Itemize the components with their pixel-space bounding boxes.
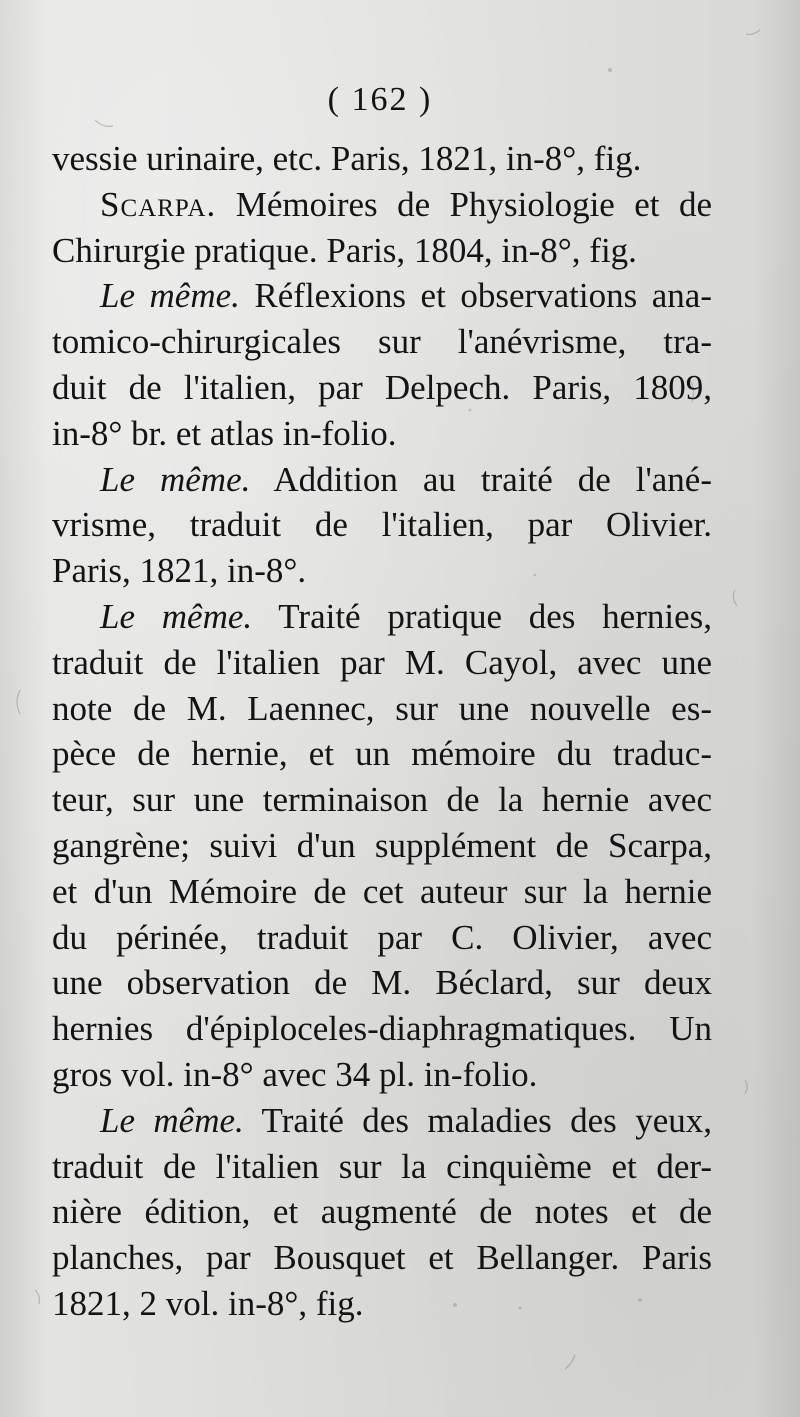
line-text: traduit de l'italien sur la cinquième et der-: [52, 1146, 712, 1186]
text-line: [52, 182, 712, 228]
line-text: duit de l'italien, par Delpech. Paris, 1809,: [52, 367, 712, 407]
text-line: [52, 1235, 712, 1281]
text-line: [52, 273, 712, 319]
line-text: tomico-chirurgicales sur l'anévrisme, tra-: [52, 322, 712, 362]
text-line: [52, 731, 712, 777]
text-line: [52, 228, 712, 274]
text-line: [52, 640, 712, 686]
entry-label: Le même.: [100, 459, 251, 499]
line-text: traduit de l'italien par M. Cayol, avec une: [52, 642, 712, 682]
text-line: [52, 960, 712, 1006]
text-line: [52, 457, 712, 503]
line-text: du périnée, traduit par C. Olivier, avec: [52, 917, 712, 957]
line-text: teur, sur une terminaison de la hernie avec: [52, 780, 712, 820]
entry-label: Scarpa.: [100, 184, 217, 224]
line-text: Chirurgie pratique. Paris, 1804, in-8°, fig.: [52, 230, 637, 270]
line-text: Addition au traité de l'ané-: [250, 459, 712, 499]
text-line: [52, 869, 712, 915]
line-text: et d'un Mémoire de cet auteur sur la hernie: [52, 871, 712, 911]
line-text: Traité pratique des hernies,: [252, 596, 712, 636]
entry-label: Le même.: [100, 1100, 244, 1140]
text-line: [52, 1189, 712, 1235]
line-text: 1821, 2 vol. in-8°, fig.: [52, 1283, 364, 1323]
text-line: [52, 686, 712, 732]
text-line: [52, 502, 712, 548]
line-text: vessie urinaire, etc. Paris, 1821, in-8°, fig.: [52, 139, 642, 178]
line-text: in-8° br. et atlas in-folio.: [52, 413, 397, 453]
entry-label: Le même.: [100, 276, 240, 316]
line-text: nière édition, et augmenté de notes et de: [52, 1192, 712, 1232]
line-text: Mémoires de Physiologie et de: [216, 184, 712, 224]
text-line: [52, 411, 712, 457]
line-text: pèce de hernie, et un mémoire du traduc-: [52, 734, 712, 774]
text-line: [52, 594, 712, 640]
text-line: [52, 1098, 712, 1144]
line-text: hernies d'épiploceles-diaphragmatiques. Un: [52, 1009, 712, 1049]
entry-label: Le même.: [100, 596, 253, 636]
text-line: [52, 1144, 712, 1190]
line-text: note de M. Laennec, sur une nouvelle es-: [52, 688, 712, 728]
text-line: [52, 548, 712, 594]
line-text: planches, par Bousquet et Bellanger. Paris: [52, 1238, 712, 1278]
text-line: [52, 1006, 712, 1052]
line-text: Paris, 1821, in-8°.: [52, 551, 307, 591]
line-text: vrisme, traduit de l'italien, par Olivier.: [52, 505, 712, 545]
text-block: [52, 136, 712, 1327]
text-line: [52, 365, 712, 411]
text-line: [52, 777, 712, 823]
line-text: gros vol. in-8° avec 34 pl. in-folio.: [52, 1054, 538, 1094]
line-text: Réflexions et observations ana-: [239, 276, 712, 316]
line-text: une observation de M. Béclard, sur deux: [52, 963, 712, 1003]
line-text: gangrène; suivi d'un supplément de Scarpa,: [52, 825, 712, 865]
page-number: ( 162 ): [327, 81, 433, 118]
text-line: [52, 823, 712, 869]
line-text: Traité des maladies des yeux,: [243, 1100, 712, 1140]
text-line: [52, 319, 712, 365]
text-line: [52, 136, 712, 182]
text-line: [52, 1052, 712, 1098]
text-line: [52, 1281, 712, 1327]
text-line: [52, 915, 712, 961]
